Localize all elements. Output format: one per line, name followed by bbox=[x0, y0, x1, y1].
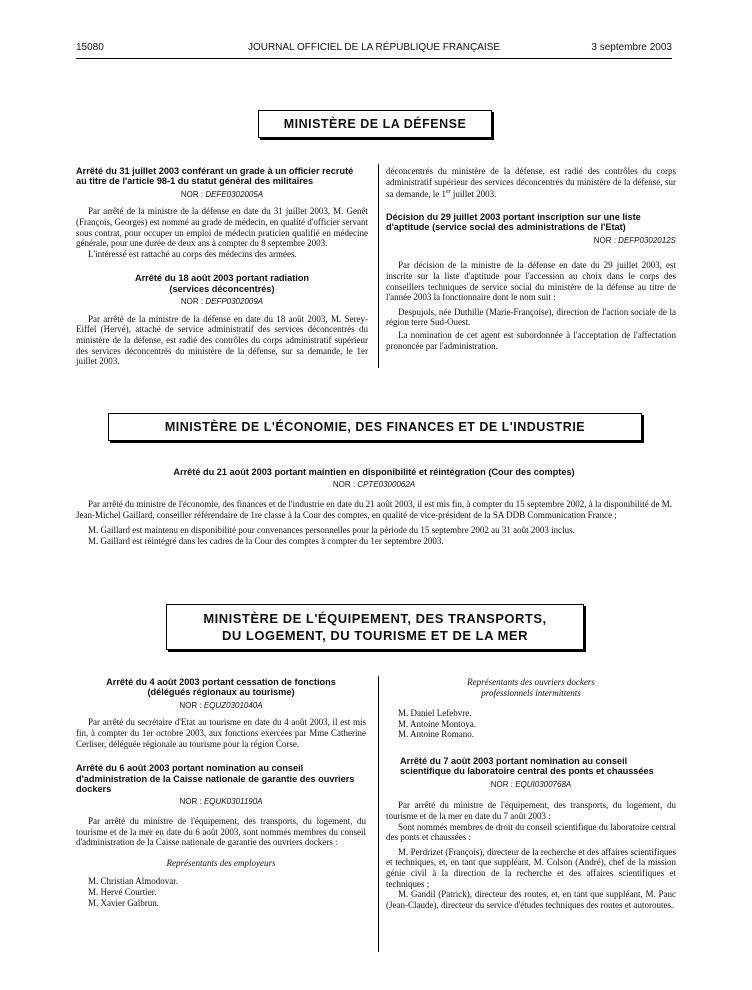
article-paragraph: L'intéressé est rattaché au corps des médecins des armées. bbox=[88, 248, 297, 259]
article-paragraph: Sont nommés membres de droit du conseil scientifique du laboratoire central des ponts et chaussées : bbox=[386, 821, 676, 843]
ministry-title-line1: MINISTÈRE DE L'ÉQUIPEMENT, DES TRANSPORTS, bbox=[203, 611, 547, 626]
equipement-right-column bbox=[386, 677, 676, 910]
ministry-title: MINISTÈRE DE L'ÉCONOMIE, DES FINANCES ET DE L'INDUSTRIE bbox=[164, 420, 586, 434]
member-item: M. Hervé Courtier. bbox=[88, 886, 157, 897]
member-item: M. Christian Almodovar. bbox=[88, 876, 178, 887]
member-item: M. Daniel Lefebvre. bbox=[398, 708, 472, 719]
ministry-heading-equipement bbox=[166, 604, 584, 650]
article-paragraph: Par arrêté de la ministre de la défense en date du 31 juillet 2003, M. Genêt (François, Georges) est nommé au grade de médecin, en qualité d'officier servant sous contrat, pour occuper un emploi de médecin praticien qualifié en médecine générale, pour une durée de deux ans à compter du 8 septembre 2003. bbox=[76, 206, 368, 249]
member-group-label: Représentants des employeurs bbox=[166, 857, 276, 868]
page-number: 15080 bbox=[76, 42, 104, 53]
article-paragraph: M. Gaillard est réintégré dans les cadres de la Cour des comptes à compter du 1er septembre 2003. bbox=[88, 535, 444, 546]
nor-reference: NOR : DEFP0302009A bbox=[180, 297, 264, 307]
nor-reference: NOR : DEFP0302012S bbox=[593, 235, 676, 245]
ministry-title: MINISTÈRE DE LA DÉFENSE bbox=[283, 117, 467, 131]
member-item: M. Antoine Romano. bbox=[398, 729, 474, 740]
article-title: Arrêté du 31 juillet 2003 conférant un grade à un officier recruté au titre de l'article 98-1 du statut général des militaires bbox=[76, 166, 354, 187]
economie-article bbox=[76, 467, 672, 546]
article-paragraph: Par arrêté du secrétaire d'Etat au tourisme en date du 4 août 2003, il est mis fin, à compter du 1er octobre 2003, aux fonctions exercées par Mme Catherine Cerliser, déléguée régionale au tourisme pour la région Corse. bbox=[76, 717, 366, 749]
nor-reference: NOR : EQUZ0301040A bbox=[179, 700, 263, 710]
article-paragraph: Par arrêté du ministre de l'économie, des finances et de l'industrie en date du 21 août 2003, il est mis fin, à compter du 15 septembre 2002, à la disponibilité de M. Jean-Michel Gaillard, conseiller référendaire de 1re classe à la Cour des comptes, en qualité de vice-président de la SA DDB Communication France ; bbox=[76, 499, 672, 520]
article-paragraph: Despujols, née Duthille (Marie-Françoise), direction de l'action sociale de la région terre Sud-Ouest. bbox=[386, 306, 676, 328]
article-title: Arrêté du 6 août 2003 portant nomination au conseil d'administration de la Caisse nationale de garantie des ouvriers dockers bbox=[76, 763, 355, 794]
defense-left-column bbox=[76, 166, 368, 367]
article-title: Décision du 29 juillet 2003 portant inscription sur une liste d'aptitude (service social des administrations de l'Etat) bbox=[386, 212, 641, 233]
article-paragraph: M. Gandil (Patrick), directeur des routes, et, en tant que suppléant, M. Pauc (Jean-Claude), directeur du service d'études techniques des routes et autoroutes. bbox=[386, 889, 676, 910]
issue-date: 3 septembre 2003 bbox=[591, 42, 672, 53]
article-paragraph: Par arrêté du ministre de l'équipement, des transports, du logement, du tourisme et de la mer en date du 7 août 2003 : bbox=[386, 800, 676, 821]
nor-reference: NOR : EQUK0301190A bbox=[179, 797, 263, 807]
article-title: Arrêté du 18 août 2003 portant radiation (services déconcentrés) bbox=[134, 273, 310, 294]
article-paragraph: Par arrêté de la ministre de la défense en date du 18 août 2003, M. Serey-Eiffel (Hervé), attaché de service administratif des services déconcentrés du ministère de la défense, est radié des contrôles du corps administratif supérieur des services déconcentrés du ministère de la défense, sur sa demande, le 1er juillet 2003. bbox=[76, 313, 368, 367]
journal-title: JOURNAL OFFICIEL DE LA RÉPUBLIQUE FRANÇAISE bbox=[247, 42, 501, 53]
article-title: Arrêté du 4 août 2003 portant cessation de fonctions (délégués régionaux au tourisme) bbox=[106, 677, 336, 698]
ministry-title-line2: DU LOGEMENT, DU TOURISME ET DE LA MER bbox=[222, 628, 528, 643]
article-title: Arrêté du 7 août 2003 portant nomination au conseil scientifique du laboratoire central des ponts et chaussées bbox=[400, 755, 654, 777]
member-item: M. Xavier Galbrun. bbox=[88, 897, 159, 908]
nor-reference: NOR : CPTE0300062A bbox=[332, 480, 416, 490]
header-rule bbox=[76, 58, 672, 59]
nor-reference: NOR : DEFE0302005A bbox=[180, 189, 264, 199]
running-header bbox=[76, 42, 672, 56]
defense-right-column bbox=[386, 166, 676, 351]
article-paragraph: La nomination de cet agent est subordonnée à l'acceptation de l'affectation prononcée par l'administration. bbox=[386, 329, 676, 351]
article-title: Arrêté du 21 août 2003 portant maintien en disponibilité et réintégration (Cour des comptes) bbox=[173, 467, 575, 477]
column-divider bbox=[378, 676, 379, 952]
member-item: M. Antoine Montoya. bbox=[398, 718, 476, 729]
article-paragraph: Par arrêté du ministre de l'équipement, des transports, du logement, du tourisme et de la mer en date du 6 août 2003, sont nommés membres du conseil d'administration de la Caisse nationale de garantie des ouvriers dockers : bbox=[76, 816, 366, 848]
nor-reference: NOR : EQUI0300768A bbox=[490, 779, 572, 789]
article-paragraph: Par décision de la ministre de la défense en date du 29 juillet 2003, est inscrite sur la liste d'aptitude pour l'accession au choix dans le corps des conseillers techniques de service social du ministère de la défense au titre de l'année 2003 la fonctionnaire dont le nom suit : bbox=[386, 260, 676, 303]
article-paragraph: M. Perdrizet (François), directeur de la recherche et des affaires scientifiques et techniques, et, en tant que suppléant, M. Colson (André), chef de la mission génie civil à la direction de la recherche et des affaires scientifiques et techniques ; bbox=[386, 846, 676, 889]
member-group-label: Représentants des ouvriers dockers bbox=[467, 677, 595, 687]
ministry-heading-defense bbox=[258, 110, 492, 138]
equipement-left-column bbox=[76, 677, 366, 908]
member-group-label: professionnels intermittents bbox=[481, 687, 581, 698]
column-divider bbox=[378, 164, 379, 368]
article-paragraph-continued: déconcentrés du ministère de la défense, est radié des contrôles du corps administratif supérieur des services déconcentrés du ministère de la défense, sur sa demande, le 1er juillet 2003. bbox=[386, 166, 676, 200]
ministry-heading-economie bbox=[108, 413, 642, 441]
article-paragraph: M. Gaillard est maintenu en disponibilité pour convenances personnelles pour la période du 15 septembre 2002 au 31 août 2003 inclus. bbox=[88, 524, 575, 535]
